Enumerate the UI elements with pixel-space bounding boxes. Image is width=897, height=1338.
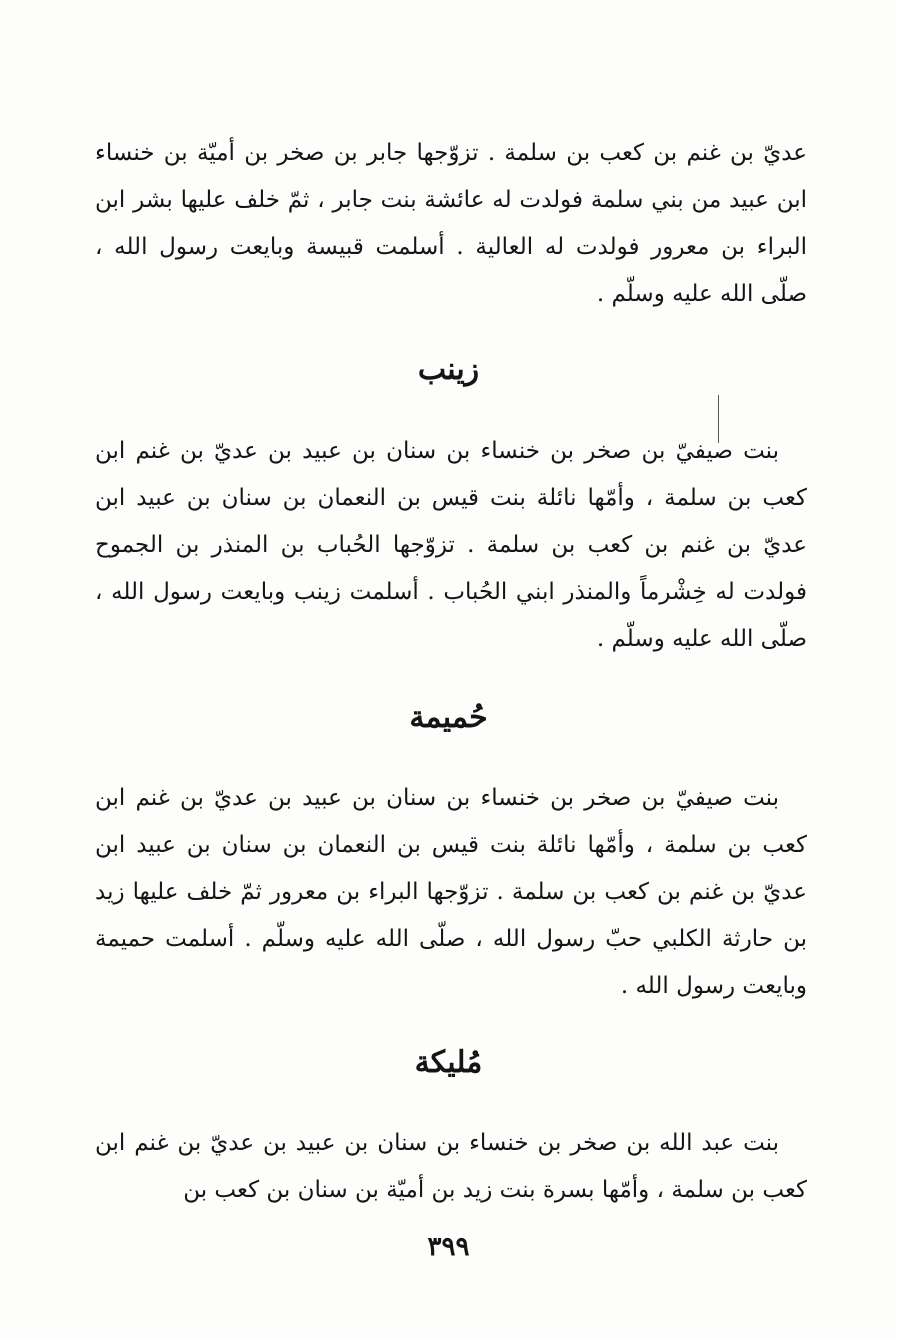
section-title-zaynab: زينب	[417, 352, 480, 387]
section-paragraph-zaynab	[95, 428, 807, 663]
section-title-humayma: حُميمة	[409, 700, 488, 735]
section-paragraph-humayma	[95, 775, 807, 1010]
section-paragraph-mulayka	[95, 1120, 807, 1214]
section-paragraph-zaynab-text: بنت صيفيّ بن صخر بن خنساء بن سنان بن عبيد بن عديّ بن غنم ابن كعب بن سلمة ، وأمّها نائلة بنت قيس بن النعمان بن سنان بن عبيد ابن عديّ بن غنم بن كعب بن سلمة . تزوّجها الحُباب بن المنذر بن الجموح فولدت له خِشْرماً والمنذر ابني الحُباب . أسلمت زينب وبايعت رسول الله ، صلّى الله عليه وسلّم .	[95, 438, 807, 652]
section-title-mulayka: مُليكة	[414, 1045, 483, 1080]
section-paragraph-humayma-text: بنت صيفيّ بن صخر بن خنساء بن سنان بن عبيد بن عديّ بن غنم ابن كعب بن سلمة ، وأمّها نائلة بنت قيس بن النعمان بن سنان بن عبيد ابن عديّ بن غنم بن كعب بن سلمة . تزوّجها البراء بن معرور ثمّ خلف عليها زيد بن حارثة الكلبي حبّ رسول الله ، صلّى الله عليه وسلّم . أسلمت حميمة وبايعت رسول الله .	[95, 785, 807, 999]
intro-paragraph: عديّ بن غنم بن كعب بن سلمة . تزوّجها جابر بن صخر بن أميّة بن خنساء ابن عبيد من بني سلمة فولدت له عائشة بنت جابر ، ثمّ خلف عليها بشر ابن البراء بن معرور فولدت له العالية . أسلمت قبيسة وبايعت رسول الله ، صلّى الله عليه وسلّم .	[95, 140, 807, 307]
section-paragraph-mulayka-text: بنت عبد الله بن صخر بن خنساء بن سنان بن عبيد بن عديّ بن غنم ابن كعب بن سلمة ، وأمّها بسرة بنت زيد بن أميّة بن سنان بن كعب بن	[95, 1130, 807, 1203]
page-number: ٣٩٩	[427, 1232, 470, 1262]
